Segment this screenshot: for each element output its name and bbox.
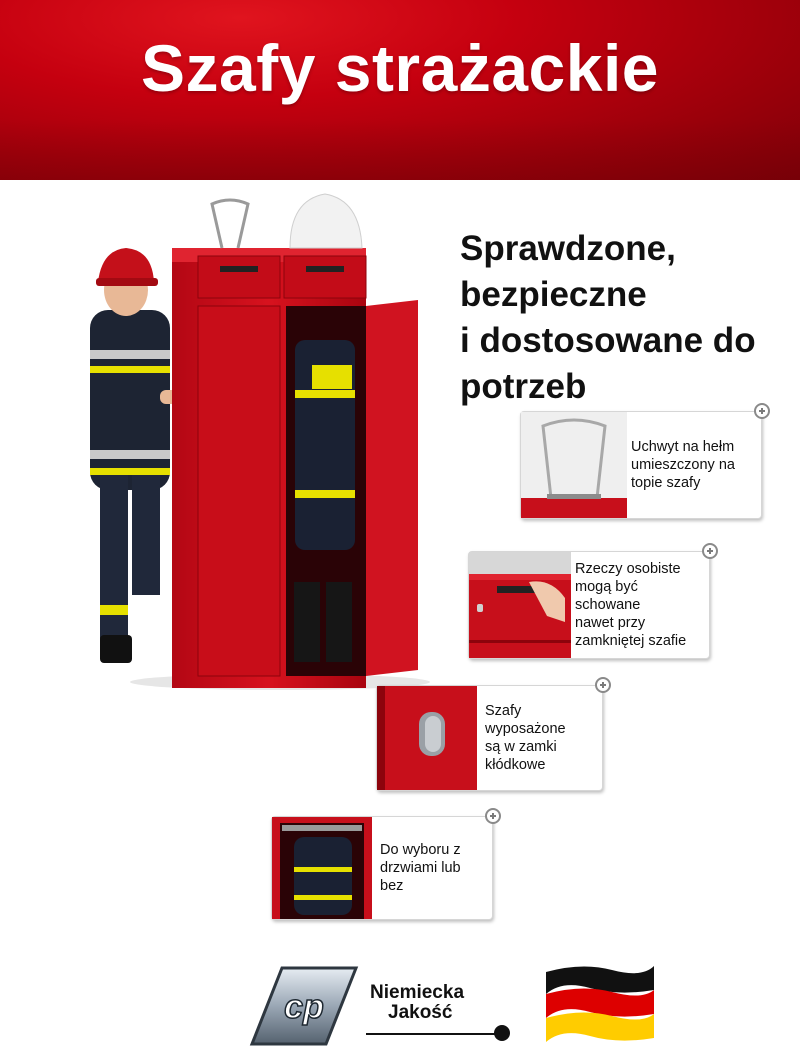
feature-line: mogą być <box>575 579 638 595</box>
feature-line: wyposażone <box>485 721 566 737</box>
feature-card-helmet-holder[interactable] <box>520 411 762 519</box>
quality-dot <box>494 1025 510 1041</box>
feature-line: schowane <box>575 597 641 613</box>
quality-label <box>370 983 500 1023</box>
headline <box>460 226 800 410</box>
feature-line: umieszczony na <box>631 457 735 473</box>
helmet-holder-image <box>521 412 627 518</box>
feature-text <box>380 817 490 919</box>
personal-items-drawer-image <box>469 552 571 658</box>
headline-line: Sprawdzone, <box>460 229 676 268</box>
page-title: Szafy strażackie <box>141 31 659 105</box>
quality-line: Jakość <box>388 1002 453 1023</box>
feature-line: są w zamki <box>485 739 557 755</box>
feature-card-personal-items[interactable] <box>468 551 710 659</box>
headline-line: potrzeb <box>460 367 587 406</box>
feature-line: Szafy <box>485 703 522 719</box>
feature-line: Do wyboru z <box>380 842 461 858</box>
plus-circle-icon[interactable] <box>702 543 718 559</box>
logo-text: cp <box>284 988 324 1026</box>
quality-line: Niemiecka <box>370 982 465 1003</box>
feature-text <box>485 686 601 790</box>
open-locker-image <box>272 817 372 919</box>
headline-line: i dostosowane do <box>460 321 756 360</box>
german-flag-icon <box>542 962 658 1044</box>
plus-circle-icon[interactable] <box>595 677 611 693</box>
feature-line: topie szafy <box>631 475 701 491</box>
feature-line: bez <box>380 878 404 894</box>
cp-logo <box>246 966 362 1046</box>
feature-text <box>631 412 759 518</box>
feature-line: drzwiami lub <box>380 860 461 876</box>
feature-text <box>575 552 707 658</box>
feature-line: kłódkowe <box>485 757 546 773</box>
feature-card-door-option[interactable] <box>271 816 493 920</box>
plus-circle-icon[interactable] <box>485 808 501 824</box>
feature-line: zamkniętej szafie <box>575 633 687 649</box>
header-banner <box>0 0 800 180</box>
padlock-image <box>377 686 477 790</box>
firefighter-locker-image <box>80 190 440 690</box>
feature-card-padlock[interactable] <box>376 685 603 791</box>
feature-line: Uchwyt na hełm <box>631 439 735 455</box>
plus-circle-icon[interactable] <box>754 403 770 419</box>
quality-underline <box>366 1033 506 1035</box>
feature-line: nawet przy <box>575 615 646 631</box>
headline-line: bezpieczne <box>460 275 647 314</box>
feature-line: Rzeczy osobiste <box>575 561 681 577</box>
